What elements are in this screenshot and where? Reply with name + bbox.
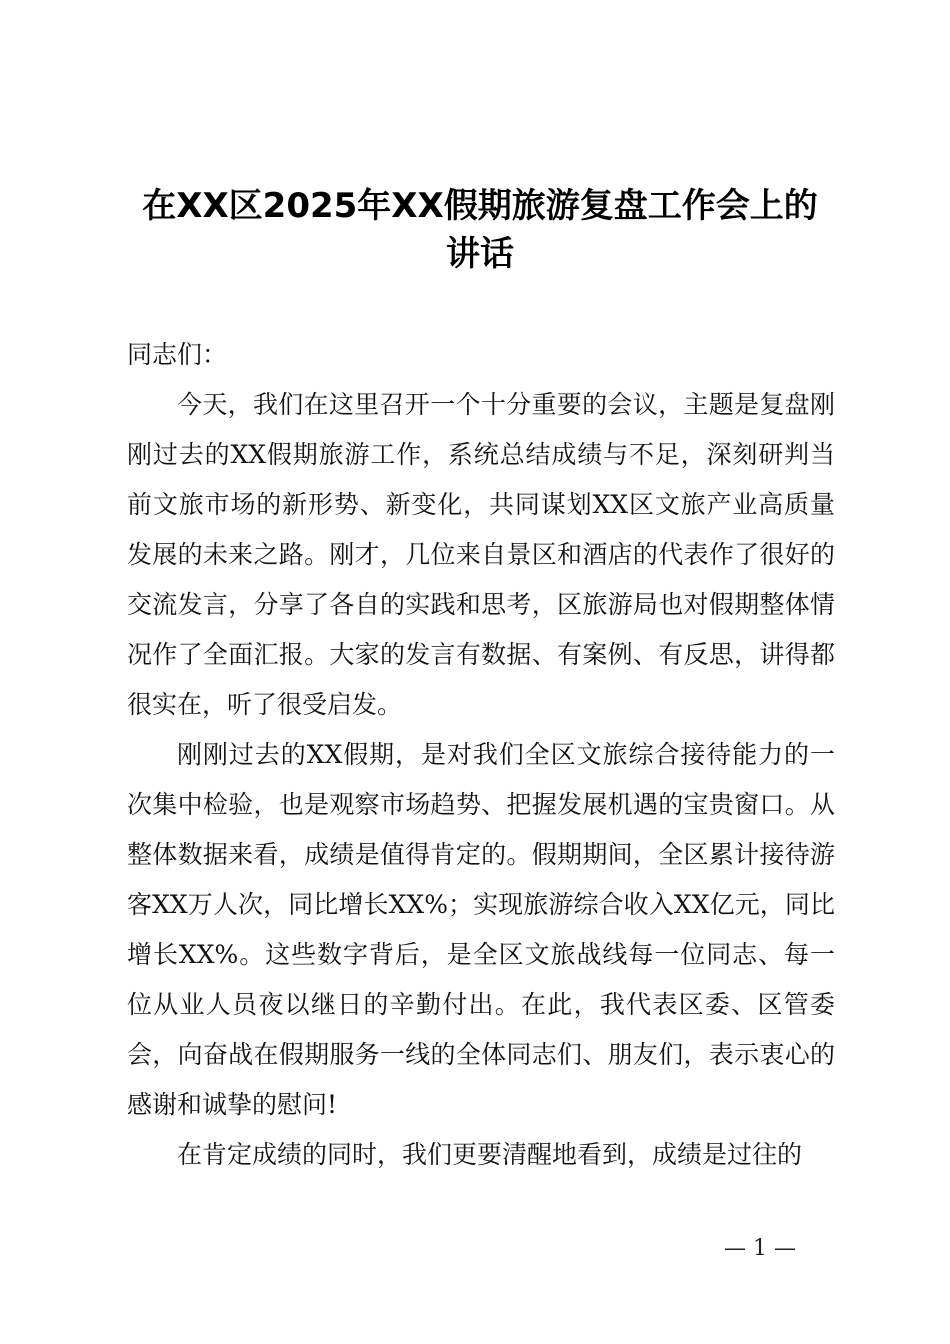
- title-line-2: 讲话: [446, 234, 514, 274]
- paragraph-2: 刚刚过去的XX假期，是对我们全区文旅综合接待能力的一次集中检验，也是观察市场趋势、把握发展机遇的宝贵窗口。从整体数据来看，成绩是值得肯定的。假期期间，全区累计接待游客XX万人次，同比增长XX%；实现旅游综合收入XX亿元，同比增长XX%。这些数字背后，是全区文旅战线每一位同志、每一位从业人员夜以继日的辛勤付出。在此，我代表区委、区管委会，向奋战在假期服务一线的全体同志们、朋友们，表示衷心的感谢和诚挚的慰问!: [127, 740, 835, 1119]
- title-line-1: 在XX区2025年XX假期旅游复盘工作会上的: [142, 186, 818, 226]
- page-title: [110, 182, 850, 278]
- salutation: 同志们：: [127, 340, 228, 369]
- page-number: — 1 —: [724, 1236, 796, 1261]
- document-body: [127, 330, 835, 1180]
- paragraph-3: 在肯定成绩的同时，我们更要清醒地看到，成绩是过往的: [177, 1140, 803, 1169]
- paragraph-1: 今天，我们在这里召开一个十分重要的会议，主题是复盘刚刚过去的XX假期旅游工作，系统总结成绩与不足，深刻研判当前文旅市场的新形势、新变化，共同谋划XX区文旅产业高质量发展的未来之路。刚才，几位来自景区和酒店的代表作了很好的交流发言，分享了各自的实践和思考，区旅游局也对假期整体情况作了全面汇报。大家的发言有数据、有案例、有反思，讲得都很实在，听了很受启发。: [127, 390, 835, 719]
